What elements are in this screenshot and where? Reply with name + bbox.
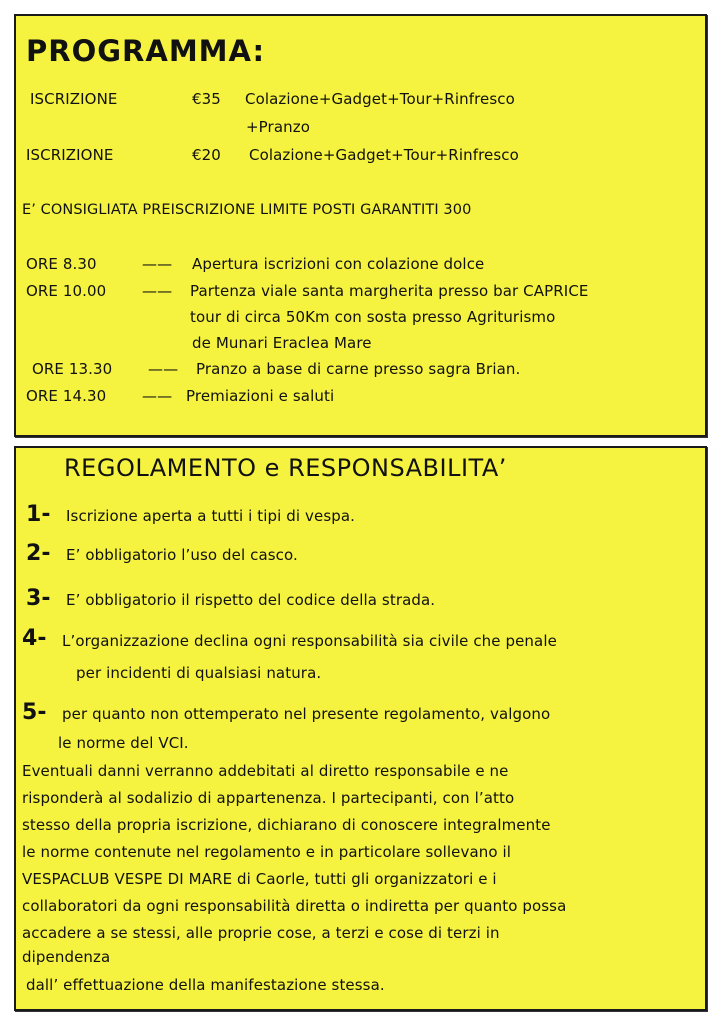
rule-text: L’organizzazione declina ogni responsabilità sia civile che penale [62,632,557,650]
preiscrizione-notice: E’ CONSIGLIATA PREISCRIZIONE LIMITE POSTI GARANTITI 300 [22,202,472,218]
paragraph-line: risponderà al sodalizio di appartenenza. I partecipanti, con l’atto [22,789,515,807]
schedule-time: ORE 14.30 [26,387,107,405]
paragraph-line: le norme contenute nel regolamento e in particolare sollevano il [22,843,512,861]
paragraph-line: VESPACLUB VESPE DI MARE di Caorle, tutti gli organizzatori e i [22,870,497,888]
schedule-separator: —— [142,282,173,300]
paragraph-line: dipendenza [22,948,111,966]
iscrizione-label: ISCRIZIONE [26,146,114,164]
schedule-separator: —— [142,387,173,405]
iscrizione-label: ISCRIZIONE [30,90,118,108]
regolamento-title: REGOLAMENTO e RESPONSABILITA’ [64,454,507,482]
iscrizione-desc: Colazione+Gadget+Tour+Rinfresco [245,90,515,108]
schedule-time: ORE 13.30 [32,360,113,378]
rule-text: Iscrizione aperta a tutti i tipi di vespa. [66,507,356,525]
rule-number: 5- [22,700,47,725]
schedule-desc: Partenza viale santa margherita presso bar CAPRICE [190,282,589,300]
paragraph-line: stesso della propria iscrizione, dichiarano di conoscere integralmente [22,816,551,834]
schedule-time: ORE 10.00 [26,282,107,300]
iscrizione-desc: Colazione+Gadget+Tour+Rinfresco [249,146,519,164]
schedule-separator: —— [148,360,179,378]
schedule-time: ORE 8.30 [26,255,97,273]
schedule-desc: Apertura iscrizioni con colazione dolce [192,255,485,273]
rule-text: per incidenti di qualsiasi natura. [76,664,322,682]
rule-number: 4- [22,626,47,651]
rule-text: per quanto non ottemperato nel presente regolamento, valgono [62,705,551,723]
schedule-separator: —— [142,255,173,273]
paragraph-line: Eventuali danni verranno addebitati al diretto responsabile e ne [22,762,509,780]
rule-number: 3- [26,586,51,611]
iscrizione-price: €35 [192,90,221,108]
iscrizione-price: €20 [192,146,221,164]
rule-number: 2- [26,541,51,566]
paragraph-line: collaboratori da ogni responsabilità diretta o indiretta per quanto possa [22,897,567,915]
rule-text: le norme del VCI. [58,734,189,752]
rule-number: 1- [26,502,51,527]
rule-text: E’ obbligatorio il rispetto del codice della strada. [66,591,436,609]
iscrizione-desc-extra: +Pranzo [246,118,310,136]
schedule-desc: Premiazioni e saluti [186,387,335,405]
paragraph-line: accadere a se stessi, alle proprie cose, a terzi e cose di terzi in [22,924,500,942]
schedule-desc: Pranzo a base di carne presso sagra Brian. [196,360,521,378]
programma-title: PROGRAMMA: [26,34,266,68]
schedule-desc: de Munari Eraclea Mare [192,334,372,352]
rule-text: E’ obbligatorio l’uso del casco. [66,546,298,564]
schedule-desc: tour di circa 50Km con sosta presso Agriturismo [190,308,556,326]
paragraph-line: dall’ effettuazione della manifestazione stessa. [26,976,385,994]
